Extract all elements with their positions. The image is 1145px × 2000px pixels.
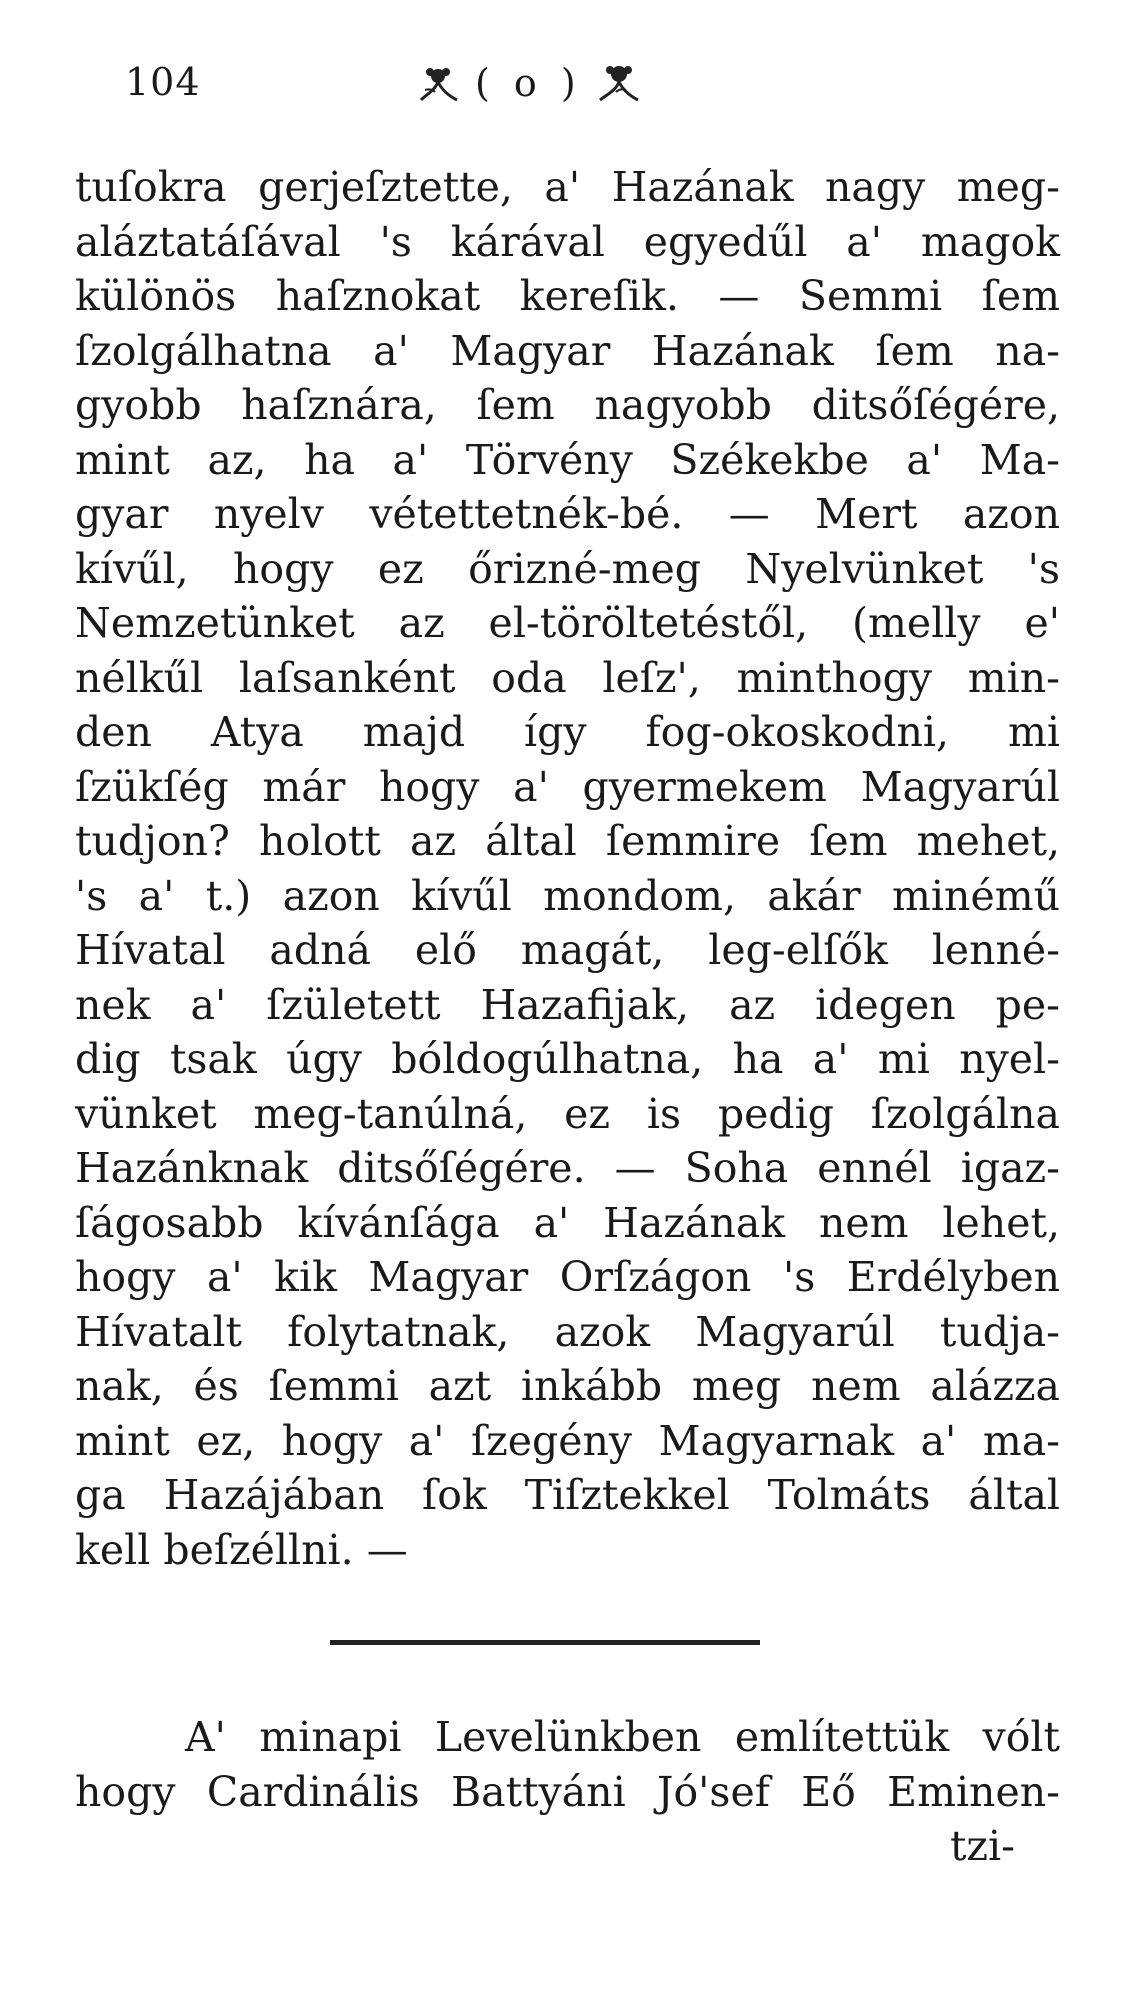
- text-line: tuſokra gerjeſztette, a' Hazának nagy meg-: [75, 163, 1060, 211]
- running-header: [125, 60, 885, 120]
- text-line: Hívatal adná elő magát, leg-elſők lenné-: [75, 926, 1060, 974]
- text-line: Nemzetünket az el-töröltetéstől, (melly e': [75, 599, 1060, 647]
- text-line: Hívatalt folytatnak, azok Magyarúl tudja-: [75, 1307, 1060, 1356]
- text-line: vünket meg-tanúlná, ez is pedig ſzolgálna: [75, 1089, 1060, 1138]
- text-line: ſzükſég már hogy a' gyermekem Magyarúl: [75, 762, 1060, 811]
- text-line: ſzolgálhatna a' Magyar Hazának ſem na-: [75, 326, 1060, 375]
- text-line: gyar nyelv vétettetnék-bé. — Mert azon: [75, 490, 1060, 538]
- text-line: mint ez, hogy a' ſzegény Magyarnak a' ma-: [75, 1416, 1060, 1465]
- next-paragraph: [75, 1710, 1060, 1874]
- text-line: aláztatáſával 's kárával egyedűl a' magok: [75, 217, 1060, 266]
- text-line: hogy a' kik Magyar Orſzágon 's Erdélyben: [75, 1253, 1060, 1301]
- text-line: Hazánknak ditsőſégére. — Soha ennél igaz-: [75, 1144, 1060, 1192]
- text-line: tudjon? holott az által ſemmire ſem mehet,: [75, 817, 1060, 865]
- text-line: nélkűl laſsanként oda leſz', minthogy min-: [75, 653, 1060, 702]
- text-line: mint az, ha a' Törvény Székekbe a' Ma-: [75, 435, 1060, 484]
- text-line: dig tsak úgy bóldogúlhatna, ha a' mi nyel-: [75, 1035, 1060, 1083]
- header-ornament: [415, 60, 642, 106]
- catchword: tzi-: [949, 1822, 1015, 1870]
- text-line: A' minapi Levelünkben említettük vólt: [185, 1713, 1060, 1761]
- text-line: den Atya majd így fog-okoskodni, mi: [75, 708, 1060, 756]
- section-divider: [330, 1640, 760, 1645]
- bracket-mark: ( o ): [475, 61, 582, 105]
- text-line: kívűl, hogy ez őrizné-meg Nyelvünket 's: [75, 544, 1060, 593]
- text-line: különös haſznokat kereſik. — Semmi ſem: [75, 272, 1060, 320]
- text-line: hogy Cardinális Battyáni Jó'sef Eő Eminen-: [75, 1767, 1060, 1816]
- text-line: nek a' ſzületett Hazafijak, az idegen pe-: [75, 980, 1060, 1029]
- text-line: kell beſzéllni. —: [75, 1525, 408, 1574]
- page-number: 104: [125, 60, 201, 104]
- text-line: 's a' t.) azon kívűl mondom, akár minémű: [75, 871, 1060, 920]
- main-paragraph: [75, 160, 1060, 1577]
- text-line: nak, és ſemmi azt inkább meg nem alázza: [75, 1362, 1060, 1410]
- floral-ornament-right-icon: [596, 60, 642, 106]
- text-line: ga Hazájában ſok Tiſztekkel Tolmáts által: [75, 1471, 1060, 1519]
- text-line: ſágosabb kívánſága a' Hazának nem lehet,: [75, 1198, 1060, 1247]
- text-line: gyobb haſznára, ſem nagyobb ditsőſégére,: [75, 381, 1060, 429]
- floral-ornament-left-icon: [415, 60, 461, 106]
